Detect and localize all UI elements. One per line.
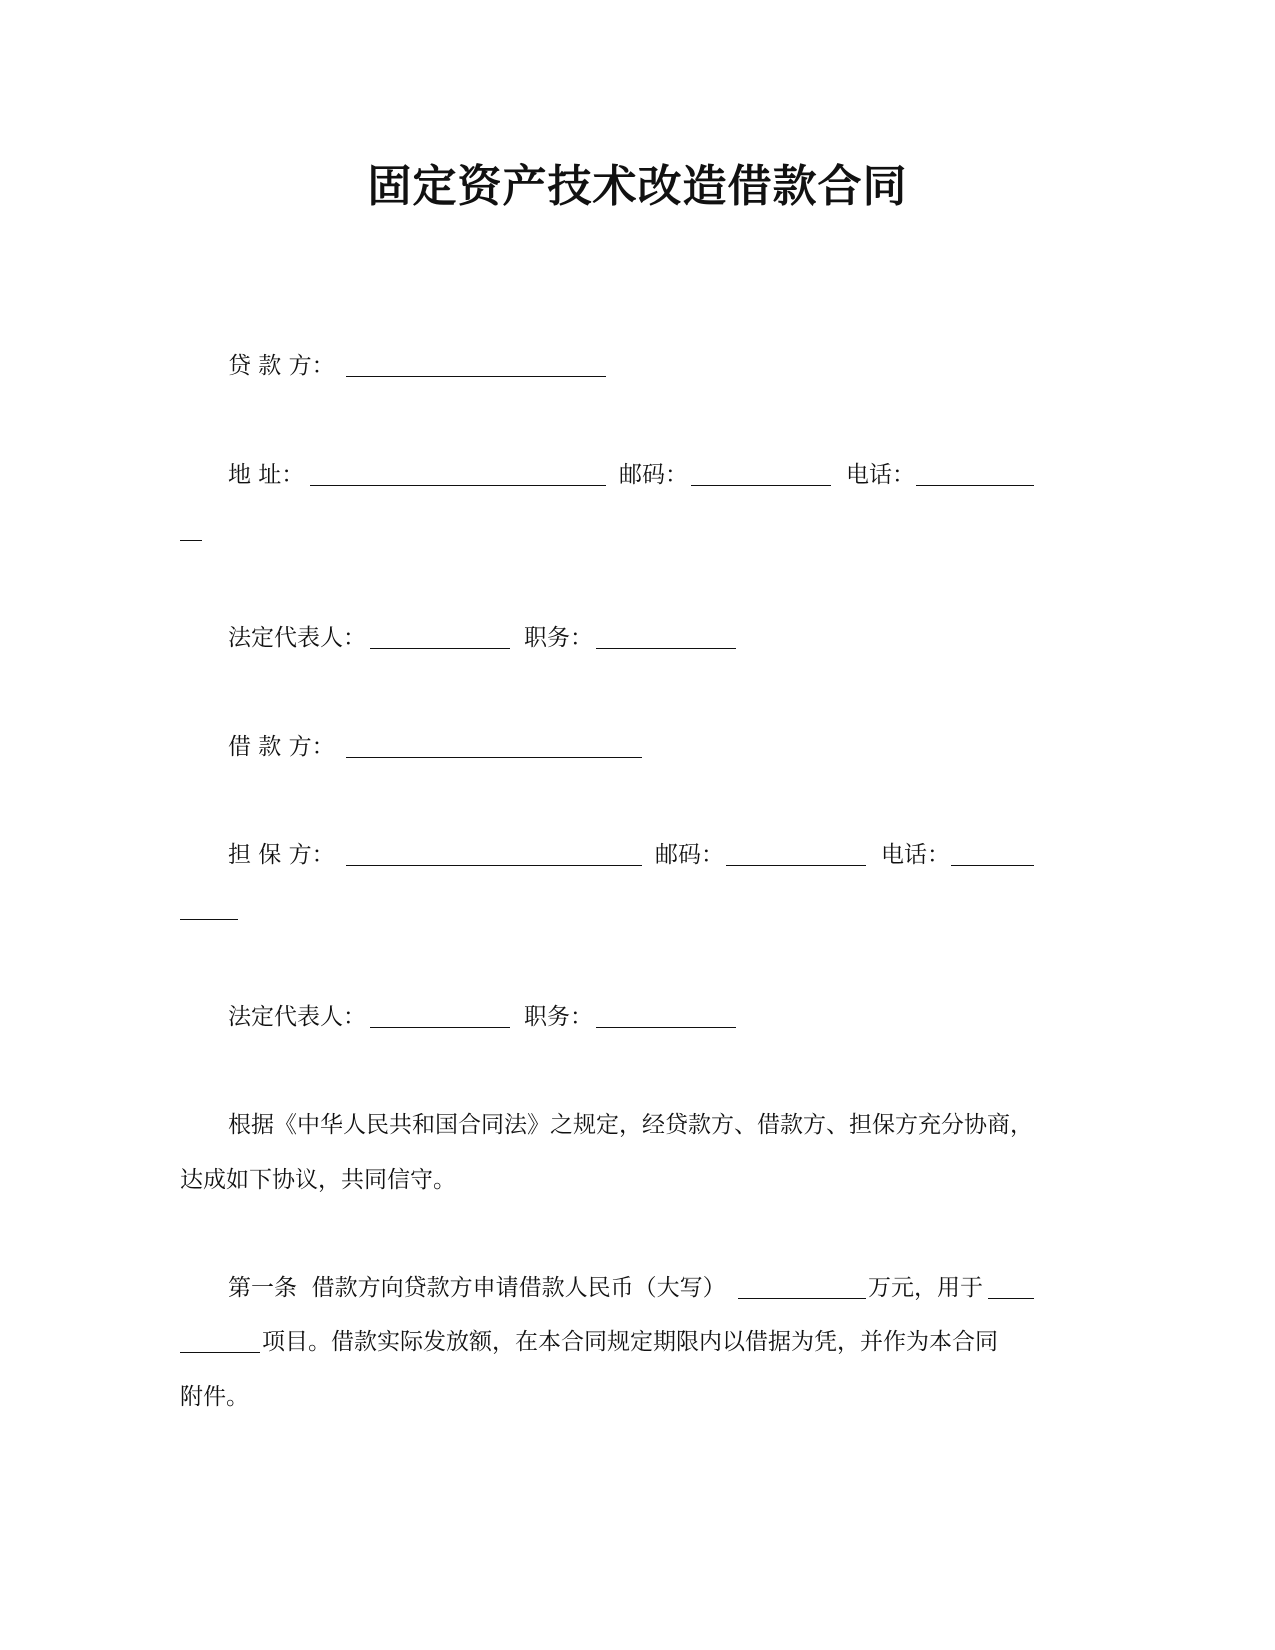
guarantor-name-field[interactable] xyxy=(346,865,642,866)
lender-phone-continuation xyxy=(0,510,1275,550)
guarantor-title-field[interactable] xyxy=(596,1027,736,1028)
article1-line-1 xyxy=(0,1268,1275,1308)
project-name-field-wrap[interactable] xyxy=(180,1352,260,1353)
lender-rep-line xyxy=(0,618,1275,658)
article1-line-3 xyxy=(0,1377,1275,1417)
preamble-text-1: 根据《中华人民共和国合同法》之规定，经贷款方、借款方、担保方充分协商， xyxy=(228,1112,1033,1138)
article1-prefix: 第一条 借款方向贷款方申请借款人民币（大写） xyxy=(228,1275,726,1301)
lender-rep-label: 法定代表人： xyxy=(228,625,366,651)
lender-label: 贷 款 方： xyxy=(228,353,335,379)
article1-text-2: 项目。借款实际发放额，在本合同规定期限内以借据为凭，并作为本合同 xyxy=(262,1329,998,1355)
article1-unit: 万元，用于 xyxy=(868,1275,983,1301)
preamble-line-1 xyxy=(0,1105,1275,1145)
address-label: 地 址： xyxy=(228,462,305,488)
guarantor-postcode-label: 邮码： xyxy=(655,842,724,868)
lender-postcode-field[interactable] xyxy=(691,485,831,486)
loan-amount-field[interactable] xyxy=(738,1298,866,1299)
lender-postcode-label: 邮码： xyxy=(619,462,688,488)
guarantor-line xyxy=(0,835,1275,875)
guarantor-phone-continuation xyxy=(0,889,1275,929)
lender-phone-field-wrap[interactable] xyxy=(180,540,202,541)
article1-text-3: 附件。 xyxy=(180,1384,249,1410)
lender-address-line xyxy=(0,455,1275,495)
borrower-line xyxy=(0,727,1275,767)
lender-rep-field[interactable] xyxy=(370,648,510,649)
guarantor-phone-label: 电话： xyxy=(881,842,950,868)
guarantor-phone-field[interactable] xyxy=(951,865,1034,866)
contract-title: 固定资产技术改造借款合同 xyxy=(367,161,908,212)
lender-name-field[interactable] xyxy=(346,376,606,377)
guarantor-rep-field[interactable] xyxy=(370,1027,510,1028)
guarantor-label: 担 保 方： xyxy=(228,842,335,868)
guarantor-rep-label: 法定代表人： xyxy=(228,1004,366,1030)
borrower-name-field[interactable] xyxy=(346,757,642,758)
address-field[interactable] xyxy=(310,485,606,486)
lender-phone-label: 电话： xyxy=(846,462,915,488)
lender-line xyxy=(0,346,1275,386)
project-name-field[interactable] xyxy=(988,1298,1034,1299)
guarantor-title-label: 职务： xyxy=(524,1004,593,1030)
guarantor-rep-line xyxy=(0,997,1275,1037)
preamble-line-2 xyxy=(0,1160,1275,1200)
preamble-text-2: 达成如下协议，共同信守。 xyxy=(180,1167,456,1193)
lender-title-field[interactable] xyxy=(596,648,736,649)
article1-line-2 xyxy=(0,1322,1275,1362)
guarantor-postcode-field[interactable] xyxy=(726,865,866,866)
guarantor-phone-field-wrap[interactable] xyxy=(180,919,238,920)
lender-phone-field[interactable] xyxy=(916,485,1034,486)
borrower-label: 借 款 方： xyxy=(228,734,335,760)
lender-title-label: 职务： xyxy=(524,625,593,651)
